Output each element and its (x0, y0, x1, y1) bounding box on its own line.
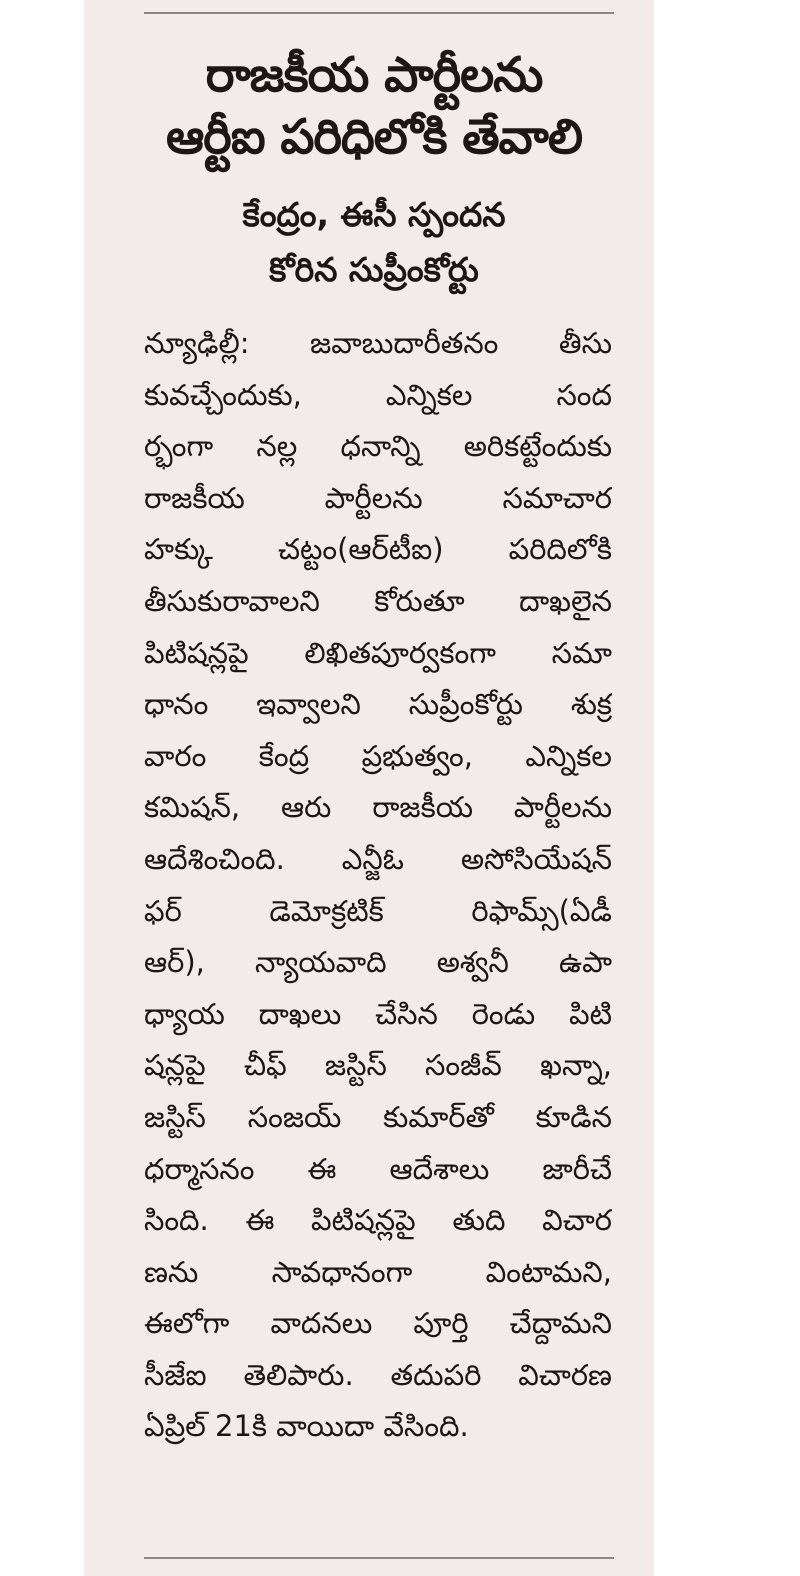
body-line: హక్కు చట్టం(ఆర్‌టీఐ) పరిదిలోకి (144, 532, 612, 567)
headline-line-1: రాజకీయ పార్టీలను (205, 47, 543, 103)
body-line: ఆర్), న్యాయవాది అశ్వనీ ఉపా (144, 945, 612, 980)
subheadline-line-2: కోరిన సుప్రీంకోర్టు (269, 250, 479, 289)
body-line: న్యూఢిల్లీ: జవాబుదారీతనం తీసు (144, 326, 612, 360)
body-line: ధర్మాసనం ఈ ఆదేశాలు జారీచే (144, 1151, 612, 1186)
subheadline-line-1: కేంద్రం, ఈసీ స్పందన (242, 195, 506, 234)
body-line: జస్టిస్ సంజయ్ కుమార్‌తో కూడిన (144, 1099, 612, 1134)
body-line: కమిషన్, ఆరు రాజకీయ పార్టీలను (144, 790, 612, 825)
body-line: సింది. ఈ పిటిషన్లపై తుది విచార (144, 1203, 612, 1238)
body-line: ఈలోగా వాదనలు పూర్తి చేద్దామని (144, 1306, 612, 1341)
body-line: ధానం ఇవ్వాలని సుప్రీంకోర్టు శుక్ర (144, 687, 612, 722)
body-line: కువచ్చేందుకు, ఎన్నికల సంద (144, 377, 612, 412)
bottom-divider (144, 1557, 614, 1559)
body-line: ఫర్ డెమోక్రటిక్ రిఫామ్స్(ఏడీ (144, 893, 612, 928)
body-line: రాజకీయ పార్టీలను సమాచార (144, 480, 612, 515)
newspaper-clipping (84, 0, 654, 1576)
body-line: తీసుకురావాలని కోరుతూ దాఖలైన (144, 583, 612, 618)
body-line: ణను సావధానంగా వింటామని, (144, 1254, 612, 1289)
top-divider (144, 12, 614, 14)
body-line: పిటిషన్లపై లిఖితపూర్వకంగా సమా (144, 635, 612, 670)
body-line: ఏప్రిల్ 21కి వాయిదా వేసింది. (144, 1409, 469, 1444)
body-line: ఆదేశించింది. ఎన్జీఓ అసోసియేషన్ (144, 841, 612, 876)
article-body (144, 318, 612, 1453)
body-line: వారం కేంద్ర ప్రభుత్వం, ఎన్నికల (144, 738, 612, 773)
headline-line-2: ఆర్టీఐ పరిధిలోకి తేవాలి (165, 109, 583, 165)
body-line: ర్భంగా నల్ల ధనాన్ని అరికట్టేందుకు (144, 429, 612, 464)
body-line: ధ్యాయ దాఖలు చేసిన రెండు పిటి (144, 996, 612, 1031)
body-line: సీజేఐ తెలిపారు. తదుపరి విచారణ (144, 1357, 612, 1392)
body-line: షన్లపై చీఫ్ జస్టిస్ సంజీవ్ ఖన్నా, (144, 1048, 612, 1083)
